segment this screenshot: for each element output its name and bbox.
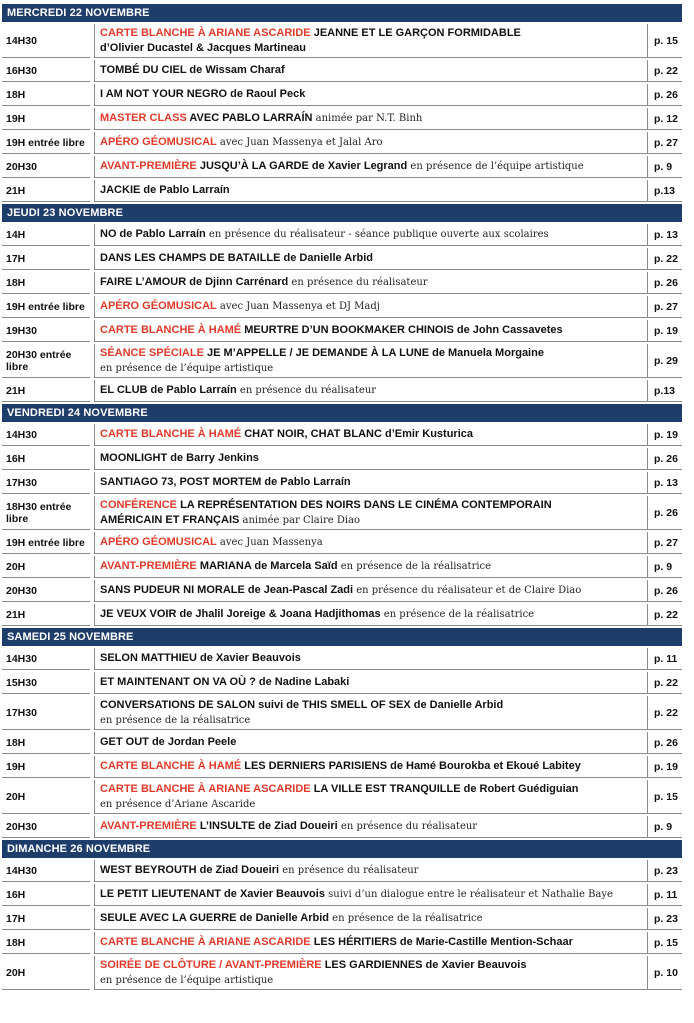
- showtime: 19H entrée libre: [2, 532, 90, 554]
- schedule-row: [2, 60, 682, 82]
- page-reference: p. 12: [648, 108, 682, 130]
- page-reference: p. 29: [648, 344, 682, 378]
- schedule-row: [2, 696, 682, 730]
- event-category: CARTE BLANCHE À ARIANE ASCARIDE: [100, 26, 311, 39]
- page-reference: p. 9: [648, 156, 682, 178]
- event-note: en présence de l’équipe artistique: [100, 974, 274, 986]
- schedule-row: [2, 648, 682, 670]
- showtime: 19H: [2, 756, 90, 778]
- film-title: JE M’APPELLE / JE DEMANDE À LA LUNE de Manuela Morgaine: [203, 346, 544, 359]
- showtime: 16H: [2, 448, 90, 470]
- schedule-row: [2, 132, 682, 154]
- event-note: suivi d’un dialogue entre le réalisateur et Nathalie Baye: [324, 889, 613, 900]
- event-description: [94, 248, 648, 270]
- page-reference: p. 26: [648, 496, 682, 530]
- film-title: LA VILLE EST TRANQUILLE de Robert Guédiguian: [310, 782, 579, 795]
- page-reference: p. 27: [648, 296, 682, 318]
- schedule-row: [2, 84, 682, 106]
- showtime: 18H: [2, 932, 90, 954]
- film-title: FAIRE L’AMOUR de Djinn Carrénard: [100, 276, 289, 288]
- event-description: [94, 860, 648, 882]
- showtime: 14H30: [2, 648, 90, 670]
- film-title: MOONLIGHT de Barry Jenkins: [100, 452, 259, 464]
- event-description: [94, 756, 648, 778]
- page-reference: p.13: [648, 380, 682, 402]
- schedule-row: [2, 24, 682, 58]
- event-category: APÉRO GÉOMUSICAL: [100, 300, 217, 312]
- event-description: [94, 732, 648, 754]
- schedule-row: [2, 532, 682, 554]
- showtime: 18H: [2, 84, 90, 106]
- film-title: SELON MATTHIEU de Xavier Beauvois: [100, 652, 301, 664]
- event-note: animée par Claire Diao: [239, 514, 361, 526]
- showtime: 20H: [2, 780, 90, 814]
- film-title: LA REPRÉSENTATION DES NOIRS DANS LE CINÉMA CONTEMPORAIN: [177, 498, 552, 511]
- showtime: 14H30: [2, 424, 90, 446]
- page-reference: p. 26: [648, 272, 682, 294]
- page-reference: p. 10: [648, 956, 682, 990]
- showtime: 14H: [2, 224, 90, 246]
- schedule-row: [2, 732, 682, 754]
- event-category: CARTE BLANCHE À HAMÉ: [100, 760, 242, 772]
- page-reference: p. 26: [648, 448, 682, 470]
- showtime: 14H30: [2, 860, 90, 882]
- schedule-row: [2, 224, 682, 246]
- event-note: en présence du réalisateur: [279, 865, 419, 876]
- showtime: 17H: [2, 908, 90, 930]
- event-description: [94, 696, 648, 730]
- event-category: SOIRÉE DE CLÔTURE / AVANT-PREMIÈRE: [100, 958, 322, 971]
- event-description: [94, 816, 648, 838]
- film-title: I AM NOT YOUR NEGRO de Raoul Peck: [100, 88, 306, 100]
- showtime: 15H30: [2, 672, 90, 694]
- film-title: d’Olivier Ducastel & Jacques Martineau: [100, 41, 307, 54]
- showtime: 17H30: [2, 696, 90, 730]
- film-title: CHAT NOIR, CHAT BLANC d’Emir Kusturica: [241, 428, 473, 440]
- schedule-row: [2, 860, 682, 882]
- schedule-row: [2, 424, 682, 446]
- page-reference: p. 13: [648, 472, 682, 494]
- event-category: CARTE BLANCHE À HAMÉ: [100, 428, 242, 440]
- event-category: CONFÉRENCE: [100, 498, 178, 511]
- schedule-row: [2, 180, 682, 202]
- event-note: avec Juan Massenya: [216, 537, 323, 548]
- event-category: CARTE BLANCHE À ARIANE ASCARIDE: [100, 782, 311, 795]
- event-note: en présence de l’équipe artistique: [100, 362, 274, 374]
- event-category: CARTE BLANCHE À HAMÉ: [100, 324, 242, 336]
- event-note: en présence de la réalisatrice: [380, 609, 535, 620]
- page-reference: p. 15: [648, 932, 682, 954]
- event-description: [94, 884, 648, 906]
- page-reference: p. 26: [648, 732, 682, 754]
- event-category: CARTE BLANCHE À ARIANE ASCARIDE: [100, 936, 311, 948]
- schedule-row: [2, 884, 682, 906]
- event-description: [94, 344, 648, 378]
- schedule-row: [2, 156, 682, 178]
- event-description: [94, 84, 648, 106]
- event-category: AVANT-PREMIÈRE: [100, 160, 197, 172]
- event-note: en présence du réalisateur et de Claire Diao: [353, 585, 582, 596]
- event-note: en présence de la réalisatrice: [337, 561, 492, 572]
- showtime: 19H30: [2, 320, 90, 342]
- showtime: 20H30: [2, 816, 90, 838]
- day-header: JEUDI 23 NOVEMBRE: [2, 204, 682, 222]
- event-category: APÉRO GÉOMUSICAL: [100, 136, 217, 148]
- page-reference: p. 15: [648, 780, 682, 814]
- schedule-row: [2, 296, 682, 318]
- event-description: [94, 580, 648, 602]
- film-title: JUSQU’À LA GARDE de Xavier Legrand: [196, 160, 408, 172]
- event-category: MASTER CLASS: [100, 112, 187, 124]
- day-header: VENDREDI 24 NOVEMBRE: [2, 404, 682, 422]
- film-title: GET OUT de Jordan Peele: [100, 736, 237, 748]
- event-description: [94, 956, 648, 990]
- event-category: AVANT-PREMIÈRE: [100, 820, 197, 832]
- film-title: SANTIAGO 73, POST MORTEM de Pablo Larraín: [100, 476, 351, 488]
- schedule-row: [2, 956, 682, 990]
- event-description: [94, 532, 648, 554]
- day-header: DIMANCHE 26 NOVEMBRE: [2, 840, 682, 858]
- schedule-row: [2, 932, 682, 954]
- event-description: [94, 672, 648, 694]
- schedule-row: [2, 604, 682, 626]
- film-title: JEANNE ET LE GARÇON FORMIDABLE: [310, 26, 521, 39]
- page-reference: p. 15: [648, 24, 682, 58]
- page-reference: p. 22: [648, 696, 682, 730]
- film-title: AMÉRICAIN ET FRANÇAIS: [100, 513, 240, 526]
- schedule-row: [2, 756, 682, 778]
- page-reference: p. 19: [648, 424, 682, 446]
- showtime: 17H30: [2, 472, 90, 494]
- page-reference: p. 19: [648, 320, 682, 342]
- page-reference: p. 11: [648, 884, 682, 906]
- showtime: 20H30: [2, 156, 90, 178]
- film-title: JACKIE de Pablo Larraín: [100, 184, 230, 196]
- event-note: en présence du réalisateur: [288, 277, 428, 288]
- schedule-row: [2, 344, 682, 378]
- schedule-row: [2, 556, 682, 578]
- showtime: 20H: [2, 556, 90, 578]
- film-title: LES DERNIERS PARISIENS de Hamé Bourokba et Ekoué Labitey: [241, 760, 581, 772]
- event-description: [94, 132, 648, 154]
- event-note: en présence de la réalisatrice: [100, 714, 251, 726]
- schedule-row: [2, 108, 682, 130]
- event-description: [94, 604, 648, 626]
- day-header: MERCREDI 22 NOVEMBRE: [2, 4, 682, 22]
- page-reference: p. 22: [648, 60, 682, 82]
- film-title: LES HÉRITIERS de Marie-Castille Mention-Schaar: [310, 936, 573, 948]
- schedule-row: [2, 272, 682, 294]
- showtime: 19H entrée libre: [2, 296, 90, 318]
- page-reference: p. 27: [648, 532, 682, 554]
- page-reference: p. 9: [648, 816, 682, 838]
- film-title: SANS PUDEUR NI MORALE de Jean-Pascal Zadi: [100, 584, 354, 596]
- event-description: [94, 648, 648, 670]
- event-description: [94, 224, 648, 246]
- page-reference: p. 23: [648, 908, 682, 930]
- film-title: LES GARDIENNES de Xavier Beauvois: [321, 958, 527, 971]
- page-reference: p. 26: [648, 580, 682, 602]
- film-title: LE PETIT LIEUTENANT de Xavier Beauvois: [100, 888, 325, 900]
- event-description: [94, 424, 648, 446]
- event-note: en présence de la réalisatrice: [329, 913, 483, 924]
- event-note: animée par N.T. Binh: [312, 113, 423, 124]
- event-description: [94, 320, 648, 342]
- event-description: [94, 448, 648, 470]
- showtime: 20H30 entrée libre: [2, 344, 90, 378]
- event-description: [94, 272, 648, 294]
- page-reference: p. 22: [648, 248, 682, 270]
- event-category: AVANT-PREMIÈRE: [100, 560, 197, 572]
- schedule-row: [2, 448, 682, 470]
- page-reference: p. 19: [648, 756, 682, 778]
- page-reference: p. 11: [648, 648, 682, 670]
- showtime: 16H: [2, 884, 90, 906]
- event-description: [94, 60, 648, 82]
- schedule-row: [2, 320, 682, 342]
- event-description: [94, 156, 648, 178]
- film-title: EL CLUB de Pablo Larraín: [100, 384, 237, 396]
- film-title: SEULE AVEC LA GUERRE de Danielle Arbid: [100, 912, 329, 924]
- event-note: en présence du réalisateur: [236, 385, 377, 396]
- schedule-row: [2, 816, 682, 838]
- showtime: 20H: [2, 956, 90, 990]
- event-description: [94, 380, 648, 402]
- showtime: 21H: [2, 604, 90, 626]
- event-description: [94, 780, 648, 814]
- event-category: SÉANCE SPÉCIALE: [100, 346, 204, 359]
- schedule-row: [2, 472, 682, 494]
- page-reference: p. 26: [648, 84, 682, 106]
- day-header: SAMEDI 25 NOVEMBRE: [2, 628, 682, 646]
- showtime: 16H30: [2, 60, 90, 82]
- page-reference: p. 13: [648, 224, 682, 246]
- film-title: TOMBÉ DU CIEL de Wissam Charaf: [100, 64, 285, 76]
- showtime: 20H30: [2, 580, 90, 602]
- schedule: [2, 4, 682, 992]
- event-description: [94, 932, 648, 954]
- schedule-row: [2, 672, 682, 694]
- schedule-row: [2, 908, 682, 930]
- event-note: en présence de l’équipe artistique: [407, 161, 584, 172]
- film-title: WEST BEYROUTH de Ziad Doueiri: [100, 864, 280, 876]
- film-title: ET MAINTENANT ON VA OÙ ? de Nadine Labaki: [100, 676, 350, 688]
- page-reference: p. 27: [648, 132, 682, 154]
- event-note: avec Juan Massenya et DJ Madj: [216, 301, 380, 312]
- event-note: avec Juan Massenya et Jalal Aro: [216, 137, 383, 148]
- event-note: en présence d’Ariane Ascaride: [100, 798, 256, 810]
- film-title: NO de Pablo Larraín: [100, 228, 206, 240]
- page-reference: p. 23: [648, 860, 682, 882]
- event-note: en présence du réalisateur - séance publique ouverte aux scolaires: [205, 229, 549, 240]
- film-title: MEURTRE D’UN BOOKMAKER CHINOIS de John Cassavetes: [241, 324, 563, 336]
- event-description: [94, 296, 648, 318]
- film-title: DANS LES CHAMPS DE BATAILLE de Danielle Arbid: [100, 252, 373, 264]
- film-title: CONVERSATIONS DE SALON suivi de THIS SMELL OF SEX de Danielle Arbid: [100, 698, 504, 711]
- event-description: [94, 180, 648, 202]
- showtime: 14H30: [2, 24, 90, 58]
- showtime: 18H: [2, 272, 90, 294]
- showtime: 21H: [2, 380, 90, 402]
- film-title: JE VEUX VOIR de Jhalil Joreige & Joana Hadjithomas: [100, 608, 381, 620]
- event-description: [94, 108, 648, 130]
- film-title: L’INSULTE de Ziad Doueiri: [196, 820, 338, 832]
- film-title: AVEC PABLO LARRAÍN: [186, 112, 313, 124]
- page-reference: p. 22: [648, 604, 682, 626]
- event-description: [94, 496, 648, 530]
- showtime: 18H: [2, 732, 90, 754]
- schedule-row: [2, 248, 682, 270]
- event-category: APÉRO GÉOMUSICAL: [100, 536, 217, 548]
- showtime: 18H30 entrée libre: [2, 496, 90, 530]
- event-description: [94, 24, 648, 58]
- showtime: 21H: [2, 180, 90, 202]
- schedule-row: [2, 496, 682, 530]
- showtime: 17H: [2, 248, 90, 270]
- event-description: [94, 556, 648, 578]
- schedule-row: [2, 580, 682, 602]
- event-description: [94, 472, 648, 494]
- event-description: [94, 908, 648, 930]
- film-title: MARIANA de Marcela Saïd: [196, 560, 338, 572]
- schedule-row: [2, 380, 682, 402]
- showtime: 19H entrée libre: [2, 132, 90, 154]
- page-reference: p. 22: [648, 672, 682, 694]
- event-note: en présence du réalisateur: [337, 821, 478, 832]
- page-reference: p.13: [648, 180, 682, 202]
- showtime: 19H: [2, 108, 90, 130]
- page-reference: p. 9: [648, 556, 682, 578]
- schedule-row: [2, 780, 682, 814]
